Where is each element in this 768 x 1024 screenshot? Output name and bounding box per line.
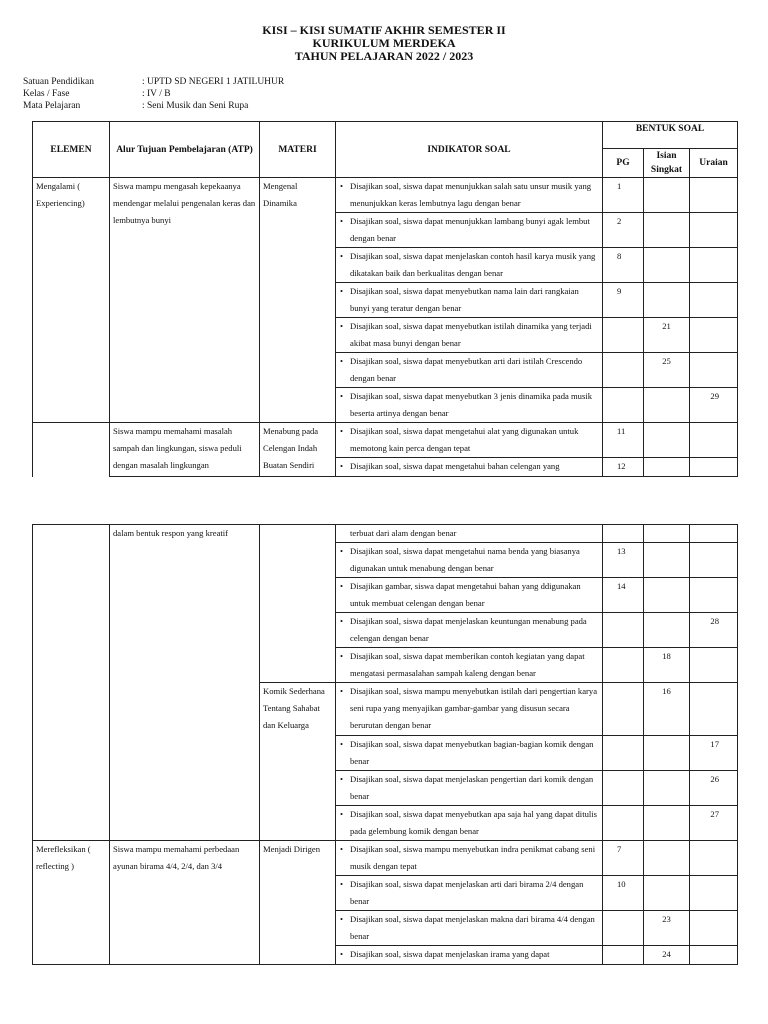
- indikator-text: Disajikan gambar, siswa dapat mengetahui bahan yang ddigunakan untuk membuat celengan dengan benar: [350, 581, 581, 608]
- materi-cell: Mengenal Dinamika: [260, 178, 336, 423]
- isian-cell: 23: [644, 911, 690, 946]
- indikator-cell: [336, 683, 603, 736]
- head-indikator: INDIKATOR SOAL: [336, 122, 603, 178]
- indikator-cell: [336, 318, 603, 353]
- indikator-cell: [336, 458, 603, 477]
- head-pg: PG: [603, 149, 644, 178]
- isian-cell: 16: [644, 683, 690, 736]
- pg-cell: 1: [603, 178, 644, 213]
- uraian-cell: [690, 911, 738, 946]
- indikator-cell: [336, 578, 603, 613]
- indikator-cell: [336, 946, 603, 965]
- uraian-cell: [690, 648, 738, 683]
- indikator-cell: [336, 841, 603, 876]
- indikator-text: Disajikan soal, siswa dapat menunjukkan salah satu unsur musik yang menunjukkan keras lembutnya lagu dengan benar: [350, 181, 592, 208]
- indikator-cell: [336, 213, 603, 248]
- bullet-icon: •: [340, 356, 344, 366]
- uraian-cell: [690, 423, 738, 458]
- head-atp: Alur Tujuan Pembelajaran (ATP): [110, 122, 260, 178]
- header-curriculum: KURIKULUM MERDEKA: [312, 36, 456, 50]
- isian-cell: 18: [644, 648, 690, 683]
- materi-cell-empty: [260, 525, 336, 683]
- indikator-text: Disajikan soal, siswa dapat mengetahui nama benda yang biasanya digunakan untuk menabung dengan benar: [350, 546, 580, 573]
- indikator-text: Disajikan soal, siswa dapat menyebutkan nama lain dari rangkaian bunyi yang teratur dengan benar: [350, 286, 579, 313]
- indikator-text: Disajikan soal, siswa mampu menyebutkan istilah dari pengertian karya seni rupa yang menyajikan gambar-gambar yang disusun secara berurutan dengan benar: [350, 686, 598, 730]
- materi-cell: Menabung pada Celengan Indah Buatan Sendiri: [260, 423, 336, 477]
- isian-cell: 21: [644, 318, 690, 353]
- pg-cell: 14: [603, 578, 644, 613]
- atp-cell: dalam bentuk respon yang kreatif: [110, 525, 260, 841]
- pg-cell: [603, 648, 644, 683]
- indikator-text: Disajikan soal, siswa dapat menyebutkan apa saja hal yang dapat ditulis pada gelembung komik dengan benar: [350, 809, 598, 836]
- indikator-text: Disajikan soal, siswa dapat menyebutkan arti dari istilah Crescendo dengan benar: [350, 356, 583, 383]
- indikator-text: Disajikan soal, siswa dapat mengetahui alat yang digunakan untuk memotong kain perca dengan tepat: [350, 426, 579, 453]
- uraian-cell: [690, 876, 738, 911]
- indikator-text: Disajikan soal, siswa dapat menjelaskan keuntungan menabung pada celengan dengan benar: [350, 616, 587, 643]
- isian-cell: [644, 876, 690, 911]
- head-uraian: Uraian: [690, 149, 738, 178]
- indikator-text: Disajikan soal, siswa dapat menyebutkan istilah dinamika yang terjadi akibat masa bunyi dengan benar: [350, 321, 592, 348]
- indikator-text: Disajikan soal, siswa dapat menunjukkan lambang bunyi agak lembut dengan benar: [350, 216, 590, 243]
- indikator-cell: [336, 911, 603, 946]
- uraian-cell: 26: [690, 771, 738, 806]
- uraian-cell: [690, 248, 738, 283]
- uraian-cell: [690, 213, 738, 248]
- indikator-text: Disajikan soal, siswa dapat mengetahui bahan celengan yang: [350, 461, 560, 471]
- header-year: TAHUN PELAJARAN 2022 / 2023: [294, 49, 474, 63]
- head-isian: Isian Singkat: [644, 149, 690, 178]
- uraian-cell: [690, 318, 738, 353]
- isian-cell: [644, 283, 690, 318]
- pg-cell: [603, 736, 644, 771]
- bullet-icon: •: [340, 321, 344, 331]
- head-bentuk-soal: BENTUK SOAL: [603, 122, 738, 149]
- indikator-text: Disajikan soal, siswa dapat menyebutkan bagian-bagian komik dengan benar: [350, 739, 594, 766]
- document-header: [0, 24, 768, 63]
- kisi-table-page-2: [32, 524, 738, 965]
- head-materi: MATERI: [260, 122, 336, 178]
- indikator-text: Disajikan soal, siswa dapat menjelaskan contoh hasil karya musik yang dikatakan baik dan berkualitas dengan benar: [350, 251, 596, 278]
- isian-cell: 25: [644, 353, 690, 388]
- pg-cell: 9: [603, 283, 644, 318]
- pg-cell: [603, 946, 644, 965]
- indikator-cell: [336, 353, 603, 388]
- pg-cell: 12: [603, 458, 644, 477]
- pg-cell: [603, 318, 644, 353]
- isian-cell: [644, 423, 690, 458]
- indikator-cell: [336, 648, 603, 683]
- isian-cell: [644, 458, 690, 477]
- bullet-icon: •: [340, 216, 344, 226]
- bullet-icon: •: [340, 809, 344, 819]
- bullet-icon: •: [340, 426, 344, 436]
- materi-cell: Komik Sederhana Tentang Sahabat dan Keluarga: [260, 683, 336, 841]
- isian-cell: [644, 578, 690, 613]
- pg-cell: [603, 771, 644, 806]
- isian-cell: [644, 736, 690, 771]
- uraian-cell: [690, 543, 738, 578]
- bullet-icon: •: [340, 461, 344, 471]
- pg-cell: 2: [603, 213, 644, 248]
- pg-cell: 7: [603, 841, 644, 876]
- bullet-icon: •: [340, 251, 344, 261]
- indikator-text: Disajikan soal, siswa dapat menyebutkan 3 jenis dinamika pada musik beserta artinya dengan benar: [350, 391, 593, 418]
- isian-cell: [644, 806, 690, 841]
- meta-row-mapel: [23, 100, 284, 112]
- uraian-cell: 27: [690, 806, 738, 841]
- isian-cell: [644, 525, 690, 543]
- indikator-text: Disajikan soal, siswa mampu menyebutkan indra penikmat cabang seni musik dengan tepat: [350, 844, 596, 871]
- pg-cell: [603, 806, 644, 841]
- indikator-text: Disajikan soal, siswa dapat menjelaskan makna dari birama 4/4 dengan benar: [350, 914, 595, 941]
- satuan-label: Satuan Pendidikan: [23, 77, 94, 87]
- atp-cell: Siswa mampu memahami perbedaan ayunan birama 4/4, 2/4, dan 3/4: [110, 841, 260, 965]
- bullet-icon: •: [340, 616, 344, 626]
- kisi-table-page-1: [32, 121, 738, 477]
- pg-cell: [603, 388, 644, 423]
- indikator-text: Disajikan soal, siswa dapat memberikan contoh kegiatan yang dapat mengatasi permasalahan sampah kaleng dengan benar: [350, 651, 585, 678]
- atp-cell: Siswa mampu memahami masalah sampah dan lingkungan, siswa peduli dengan masalah lingkungan: [110, 423, 260, 477]
- satuan-value: : UPTD SD NEGERI 1 JATILUHUR: [142, 77, 285, 87]
- pg-cell: [603, 613, 644, 648]
- indikator-text: Disajikan soal, siswa dapat menjelaskan arti dari birama 2/4 dengan benar: [350, 879, 584, 906]
- uraian-cell: [690, 283, 738, 318]
- bullet-icon: •: [340, 844, 344, 854]
- uraian-cell: [690, 458, 738, 477]
- pg-cell: [603, 525, 644, 543]
- elemen-cell: Mengalami ( Experiencing): [33, 178, 110, 423]
- bullet-icon: •: [340, 651, 344, 661]
- isian-cell: [644, 248, 690, 283]
- bullet-icon: •: [340, 686, 344, 696]
- pg-cell: [603, 683, 644, 736]
- atp-cell: Siswa mampu mengasah kepekaanya mendengar melalui pengenalan keras dan lembutnya bunyi: [110, 178, 260, 423]
- header-title: KISI – KISI SUMATIF AKHIR SEMESTER II: [262, 23, 506, 37]
- pg-cell: 8: [603, 248, 644, 283]
- uraian-cell: [690, 353, 738, 388]
- pg-cell: 11: [603, 423, 644, 458]
- isian-cell: [644, 213, 690, 248]
- indikator-cell: [336, 876, 603, 911]
- pg-cell: [603, 353, 644, 388]
- kelas-label: Kelas / Fase: [23, 89, 70, 99]
- bullet-icon: •: [340, 181, 344, 191]
- uraian-cell: [690, 946, 738, 965]
- materi-cell: Menjadi Dirigen: [260, 841, 336, 965]
- uraian-cell: 28: [690, 613, 738, 648]
- indikator-cell: [336, 423, 603, 458]
- uraian-cell: [690, 525, 738, 543]
- bullet-icon: •: [340, 581, 344, 591]
- bullet-icon: •: [340, 879, 344, 889]
- uraian-cell: [690, 841, 738, 876]
- kelas-value: : IV / B: [142, 89, 171, 99]
- isian-cell: [644, 841, 690, 876]
- indikator-text: Disajikan soal, siswa dapat menjelaskan pengertian dari komik dengan benar: [350, 774, 594, 801]
- head-elemen: ELEMEN: [33, 122, 110, 178]
- elemen-cell-empty: [33, 423, 110, 477]
- indikator-cell: [336, 283, 603, 318]
- isian-cell: [644, 771, 690, 806]
- pg-cell: 13: [603, 543, 644, 578]
- document-meta: [23, 76, 284, 112]
- mapel-label: Mata Pelajaran: [23, 101, 81, 111]
- pg-cell: 10: [603, 876, 644, 911]
- pg-cell: [603, 911, 644, 946]
- uraian-cell: [690, 578, 738, 613]
- indikator-cell: [336, 771, 603, 806]
- bullet-icon: •: [340, 774, 344, 784]
- isian-cell: 24: [644, 946, 690, 965]
- bullet-icon: •: [340, 286, 344, 296]
- indikator-cell: [336, 736, 603, 771]
- meta-row-kelas: [23, 88, 284, 100]
- indikator-cell: [336, 543, 603, 578]
- uraian-cell: 29: [690, 388, 738, 423]
- meta-row-satuan: [23, 76, 284, 88]
- indikator-cell: [336, 248, 603, 283]
- isian-cell: [644, 613, 690, 648]
- bullet-icon: •: [340, 391, 344, 401]
- indikator-cell: [336, 806, 603, 841]
- bullet-icon: •: [340, 739, 344, 749]
- uraian-cell: 17: [690, 736, 738, 771]
- mapel-value: : Seni Musik dan Seni Rupa: [142, 101, 249, 111]
- elemen-cell-empty: [33, 525, 110, 841]
- indikator-cell: [336, 613, 603, 648]
- indikator-text: Disajikan soal, siswa dapat menjelaskan irama yang dapat: [350, 949, 550, 959]
- isian-cell: [644, 388, 690, 423]
- uraian-cell: [690, 178, 738, 213]
- indikator-cell: [336, 178, 603, 213]
- bullet-icon: •: [340, 914, 344, 924]
- uraian-cell: [690, 683, 738, 736]
- bullet-icon: •: [340, 949, 344, 959]
- isian-cell: [644, 178, 690, 213]
- indikator-cell: [336, 388, 603, 423]
- elemen-cell: Merefleksikan ( reflecting ): [33, 841, 110, 965]
- isian-cell: [644, 543, 690, 578]
- bullet-icon: •: [340, 546, 344, 556]
- indikator-cell: terbuat dari alam dengan benar: [336, 525, 603, 543]
